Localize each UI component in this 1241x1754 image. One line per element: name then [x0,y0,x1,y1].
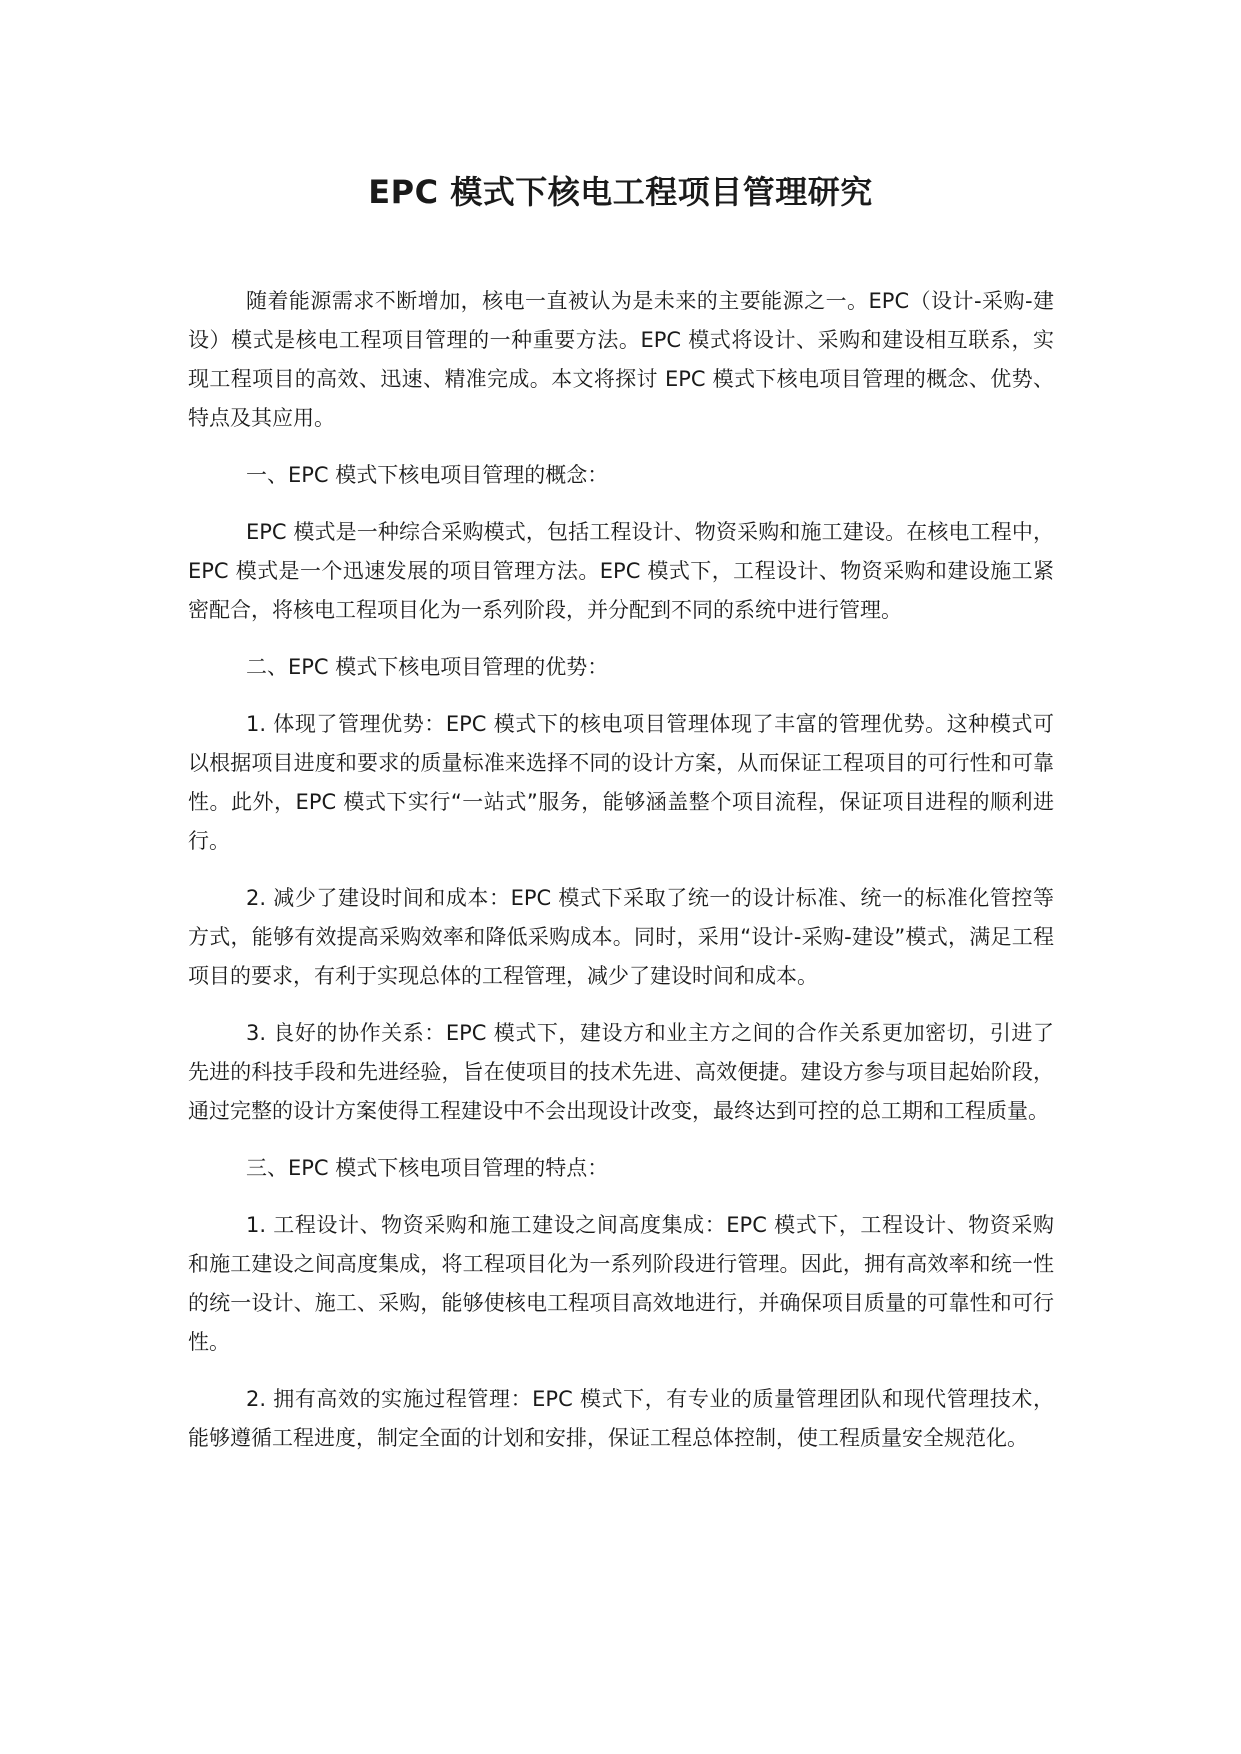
section-heading-advantages: 二、EPC 模式下核电项目管理的优势： [246,655,609,679]
section-heading-features: 三、EPC 模式下核电项目管理的特点： [246,1156,609,1180]
paragraph-advantage-1: 1. 体现了管理优势：EPC 模式下的核电项目管理体现了丰富的管理优势。这种模式可以根据项目进度和要求的质量标准来选择不同的设计方案，从而保证工程项目的可行性和可靠性。此外，EPC 模式下实行“一站式”服务，能够涵盖整个项目流程，保证项目进程的顺利进行。 [188,712,1054,853]
paragraph-concept: EPC 模式是一种综合采购模式，包括工程设计、物资采购和施工建设。在核电工程中，EPC 模式是一个迅速发展的项目管理方法。EPC 模式下，工程设计、物资采购和建设施工紧密配合，将核电工程项目化为一系列阶段，并分配到不同的系统中进行管理。 [188,520,1054,622]
paragraph-feature-1: 1. 工程设计、物资采购和施工建设之间高度集成：EPC 模式下，工程设计、物资采购和施工建设之间高度集成，将工程项目化为一系列阶段进行管理。因此，拥有高效率和统一性的统一设计、施工、采购，能够使核电工程项目高效地进行，并确保项目质量的可靠性和可行性。 [188,1213,1054,1354]
paragraph-advantage-3: 3. 良好的协作关系：EPC 模式下，建设方和业主方之间的合作关系更加密切，引进了先进的科技手段和先进经验，旨在使项目的技术先进、高效便捷。建设方参与项目起始阶段，通过完整的设计方案使得工程建设中不会出现设计改变，最终达到可控的总工期和工程质量。 [188,1021,1054,1123]
document-title: EPC 模式下核电工程项目管理研究 [368,173,873,211]
paragraph-feature-2: 2. 拥有高效的实施过程管理：EPC 模式下，有专业的质量管理团队和现代管理技术，能够遵循工程进度，制定全面的计划和安排，保证工程总体控制，使工程质量安全规范化。 [188,1387,1054,1450]
section-heading-concept: 一、EPC 模式下核电项目管理的概念： [246,463,609,487]
paragraph-intro: 随着能源需求不断增加，核电一直被认为是未来的主要能源之一。EPC（设计-采购-建设）模式是核电工程项目管理的一种重要方法。EPC 模式将设计、采购和建设相互联系，实现工程项目的高效、迅速、精准完成。本文将探讨 EPC 模式下核电项目管理的概念、优势、特点及其应用。 [188,289,1054,430]
paragraph-advantage-2: 2. 减少了建设时间和成本：EPC 模式下采取了统一的设计标准、统一的标准化管控等方式，能够有效提高采购效率和降低采购成本。同时，采用“设计-采购-建设”模式，满足工程项目的要求，有利于实现总体的工程管理，减少了建设时间和成本。 [188,886,1054,988]
document-body [188,282,1054,1476]
